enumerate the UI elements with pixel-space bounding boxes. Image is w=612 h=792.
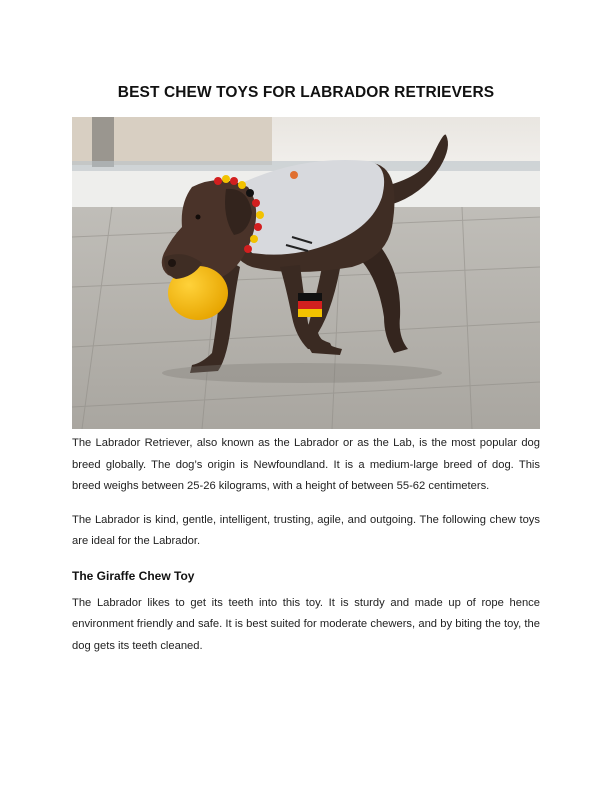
section-heading: The Giraffe Chew Toy (72, 568, 195, 583)
intro-paragraph: The Labrador Retriever, also known as the Labrador or as the Lab, is the most popular dog breed globally. The dog’s origin is Newfoundland. It is a medium-large breed of dog. This breed weighs between 25-26 kilograms, with a height of between 55-62 centimeters. (72, 437, 540, 492)
page-title: BEST CHEW TOYS FOR LABRADOR RETRIEVERS (117, 84, 495, 101)
temperament-paragraph: The Labrador is kind, gentle, intelligent, trusting, agile, and outgoing. The following chew toys are ideal for the Labrador. (72, 513, 540, 547)
document-page (72, 82, 540, 657)
section-body: The Labrador likes to get its teeth into this toy. It is sturdy and made up of rope hence environment friendly and safe. It is best suited for moderate chewers, and by biting the toy, the dog gets its teeth cleaned. (72, 596, 540, 652)
dog-photo (72, 117, 540, 429)
